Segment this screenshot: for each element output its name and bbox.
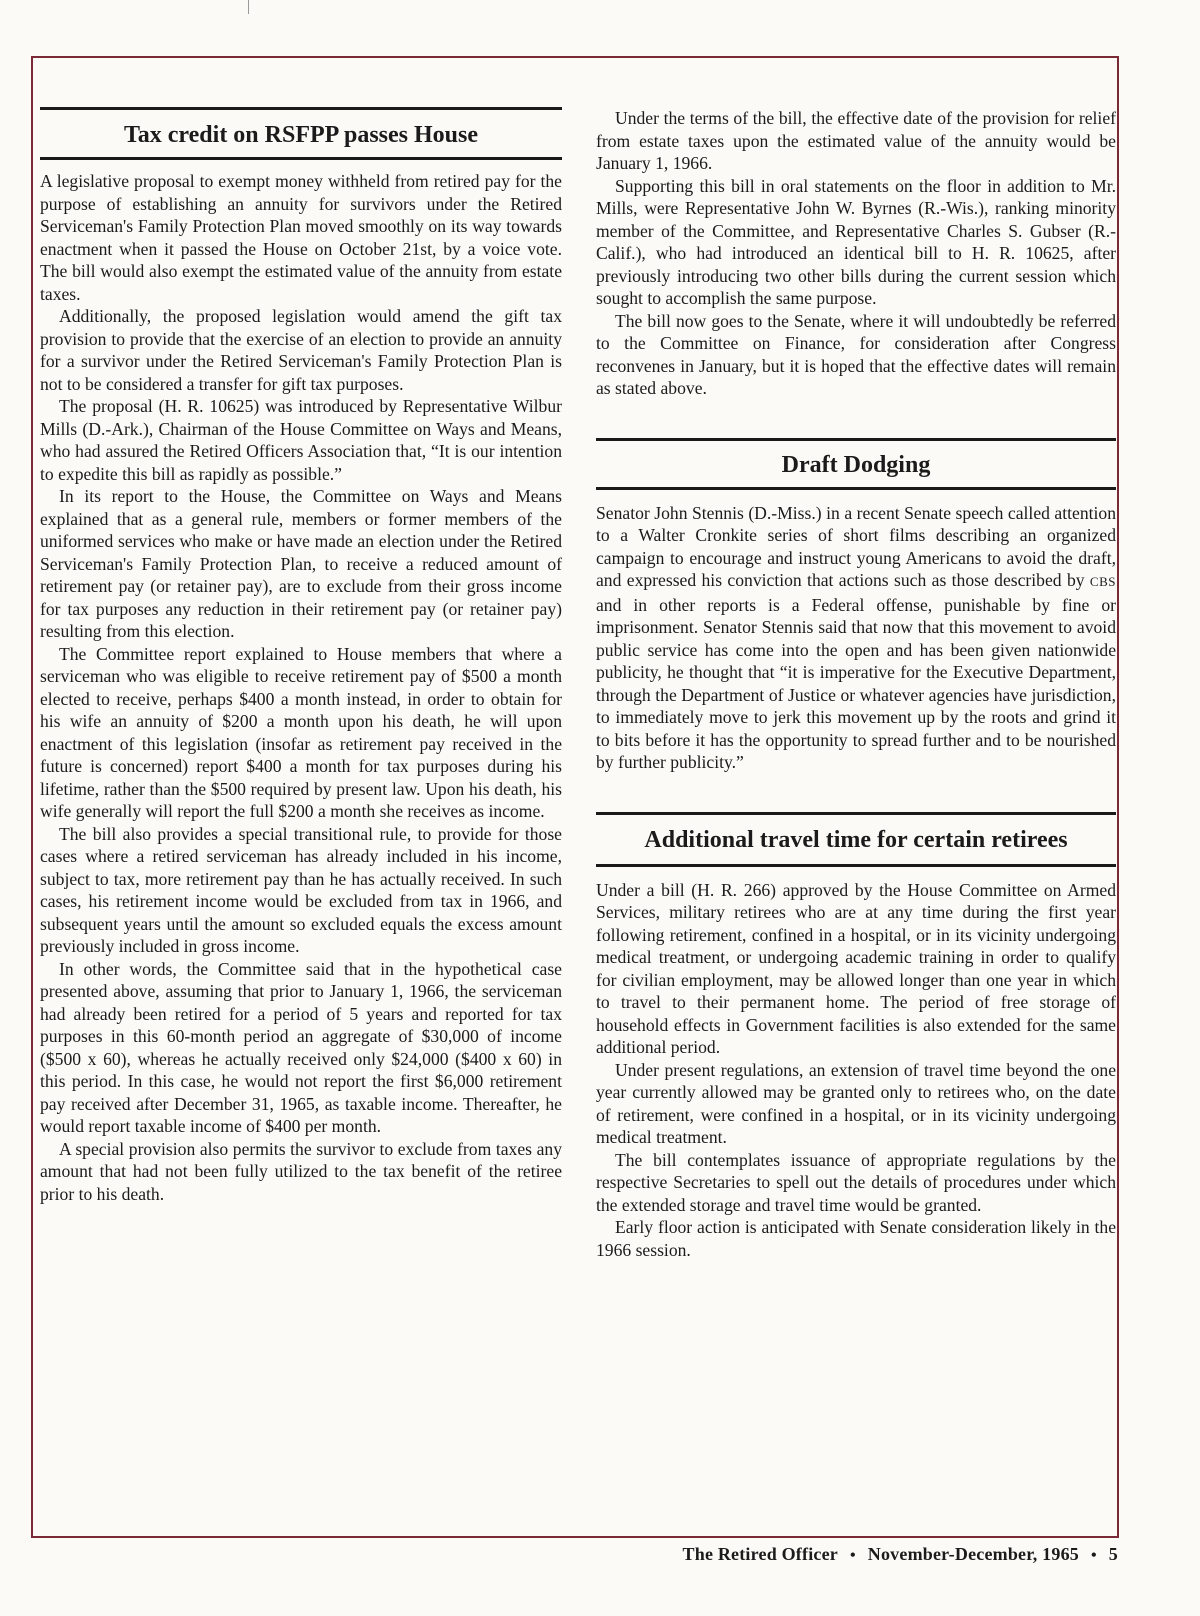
- draft-text-part-2: and in other reports is a Federal offense, punishable by fine or imprisonment. Senator Stennis said that now that this movement to avoid public service has come into the open and has been given nationwide publicity, he thought that “it is imperative for the Executive Department, through the Department of Justice or whatever agencies have jurisdiction, to immediately move to jerk this movement up by the roots and grind it to bits before it has the opportunity to spread further and to be nourished by further publicity.”: [596, 594, 1116, 772]
- publication-name: The Retired Officer: [682, 1544, 838, 1564]
- draft-headline: [596, 438, 1116, 490]
- footer-bullet-1: •: [849, 1547, 856, 1564]
- margin-speck: [5, 96, 9, 102]
- rsfpp-continued-1: Under the terms of the bill, the effective date of the provision for relief from estate taxes upon the estimated value of the annuity would be January 1, 1966.: [596, 108, 1116, 173]
- rsfpp-headline: [40, 107, 562, 160]
- travel-paragraph-1: Under a bill (H. R. 266) approved by the House Committee on Armed Services, military retirees who are at any time during the first year following retirement, confined in a hospital, or in its vicinity undergoing medical treatment, or undergoing academic training in order to qualify for civilian employment, may be allowed longer than one year in which to travel to their permanent home. The period of free storage of household effects in Government facilities is also extended for the same additional period.: [596, 879, 1116, 1057]
- rsfpp-paragraph-1: A legislative proposal to exempt money withheld from retired pay for the purpose of establishing an annuity for survivors under the Retired Serviceman's Family Protection Plan moved smoothly on its way towards enactment when it passed the House on October 21st, by a voice vote. The bill would also exempt the estimated value of the annuity from estate taxes.: [40, 171, 562, 304]
- rsfpp-paragraph-5: The Committee report explained to House members that where a serviceman who was eligible to receive retirement pay of $500 a month elected to receive, perhaps $400 a month instead, in order to obtain for his wife an annuity of $200 a month upon his death, he will upon enactment of this legislation (insofar as retirement pay received in the future is concerned) report $400 a month for tax purposes during his lifetime, rather than the $500 required by present law. Upon his death, his wife generally will report the full $200 a month she receives as income.: [40, 643, 562, 821]
- rsfpp-paragraph-2: Additionally, the proposed legislation would amend the gift tax provision to provide that the exercise of an election to provide an annuity for a survivor under the Retired Serviceman's Family Protection Plan is not to be considered a transfer for gift tax purposes.: [40, 306, 562, 394]
- rsfpp-paragraph-8: A special provision also permits the survivor to exclude from taxes any amount that had not been fully utilized to the tax benefit of the retiree prior to his death.: [40, 1138, 562, 1204]
- page-footer: [683, 1544, 1118, 1565]
- page-number: 5: [1108, 1544, 1118, 1564]
- travel-headline: [596, 812, 1116, 867]
- travel-title: Additional travel time for certain retirees: [644, 826, 1068, 853]
- rsfpp-paragraph-6: The bill also provides a special transitional rule, to provide for those cases where a retired serviceman has already included in his income, subject to tax, more retirement pay than he has actually received. In such cases, his retirement income would be excluded from tax in 1966, and subsequent years until the amount so excluded equals the excess amount previously included in gross income.: [40, 823, 562, 956]
- travel-paragraph-4: Early floor action is anticipated with Senate consideration likely in the 1966 session.: [596, 1217, 1116, 1260]
- right-column: [596, 107, 1116, 1261]
- draft-title: Draft Dodging: [781, 451, 931, 478]
- issue-date: November-December, 1965: [867, 1544, 1079, 1564]
- cbs-abbreviation: CBS: [1089, 574, 1116, 589]
- rsfpp-paragraph-3: The proposal (H. R. 10625) was introduced by Representative Wilbur Mills (D.-Ark.), Chairman of the House Committee on Ways and Means, who had assured the Retired Officers Association that, “It is our intention to expedite this bill as rapidly as possible.”: [40, 396, 562, 484]
- draft-text-part-1: Senator John Stennis (D.-Miss.) in a recent Senate speech called attention to a Walter Cronkite series of short films describing an organized campaign to encourage and instruct young Americans to avoid the draft, and expressed his conviction that actions such as those described by: [596, 502, 1116, 590]
- draft-paragraph: [596, 502, 1116, 774]
- footer-bullet-2: •: [1090, 1547, 1097, 1564]
- rsfpp-title: Tax credit on RSFPP passes House: [123, 122, 479, 148]
- rsfpp-continued-3: The bill now goes to the Senate, where it will undoubtedly be referred to the Committee on Finance, for consideration after Congress reconvenes in January, but it is hoped that the effective dates will remain as stated above.: [596, 310, 1116, 398]
- rsfpp-continued-2: Supporting this bill in oral statements on the floor in addition to Mr. Mills, were Representative John W. Byrnes (R.-Wis.), ranking minority member of the Committee, and Representative Charles S. Gubser (R.-Calif.), who had introduced an identical bill to H. R. 10625, after previously introducing two other bills during the current session which sought to accomplish the same purpose.: [596, 175, 1116, 308]
- rsfpp-paragraph-7: In other words, the Committee said that in the hypothetical case presented above, assuming that prior to January 1, 1966, the serviceman had already been retired for a period of 5 years and reported for tax purposes in this 60-month period an aggregate of $30,000 of income ($500 x 60), whereas he actually received only $24,000 ($400 x 60) in this period. In this case, he would not report the first $6,000 retirement pay received after December 31, 1965, as taxable income. Thereafter, he would report taxable income of $400 per month.: [40, 958, 562, 1136]
- travel-paragraph-3: The bill contemplates issuance of appropriate regulations by the respective Secretaries to spell out the details of procedures under which the extended storage and travel time would be granted.: [596, 1149, 1116, 1215]
- rsfpp-paragraph-4: In its report to the House, the Committee on Ways and Means explained that as a general rule, members or former members of the uniformed services who make or have made an election under the Retired Serviceman's Family Protection Plan, to receive a reduced amount of retirement pay (or retainer pay), are to exclude from their gross income for tax purposes any reduction in their retirement pay (or retainer pay) resulting from this election.: [40, 486, 562, 641]
- travel-paragraph-2: Under present regulations, an extension of travel time beyond the one year currently allowed may be granted only to retirees who, on the date of retirement, were confined in a hospital, or in its vicinity undergoing medical treatment.: [596, 1059, 1116, 1147]
- left-column: [40, 107, 562, 1205]
- top-crop-mark: [248, 0, 249, 14]
